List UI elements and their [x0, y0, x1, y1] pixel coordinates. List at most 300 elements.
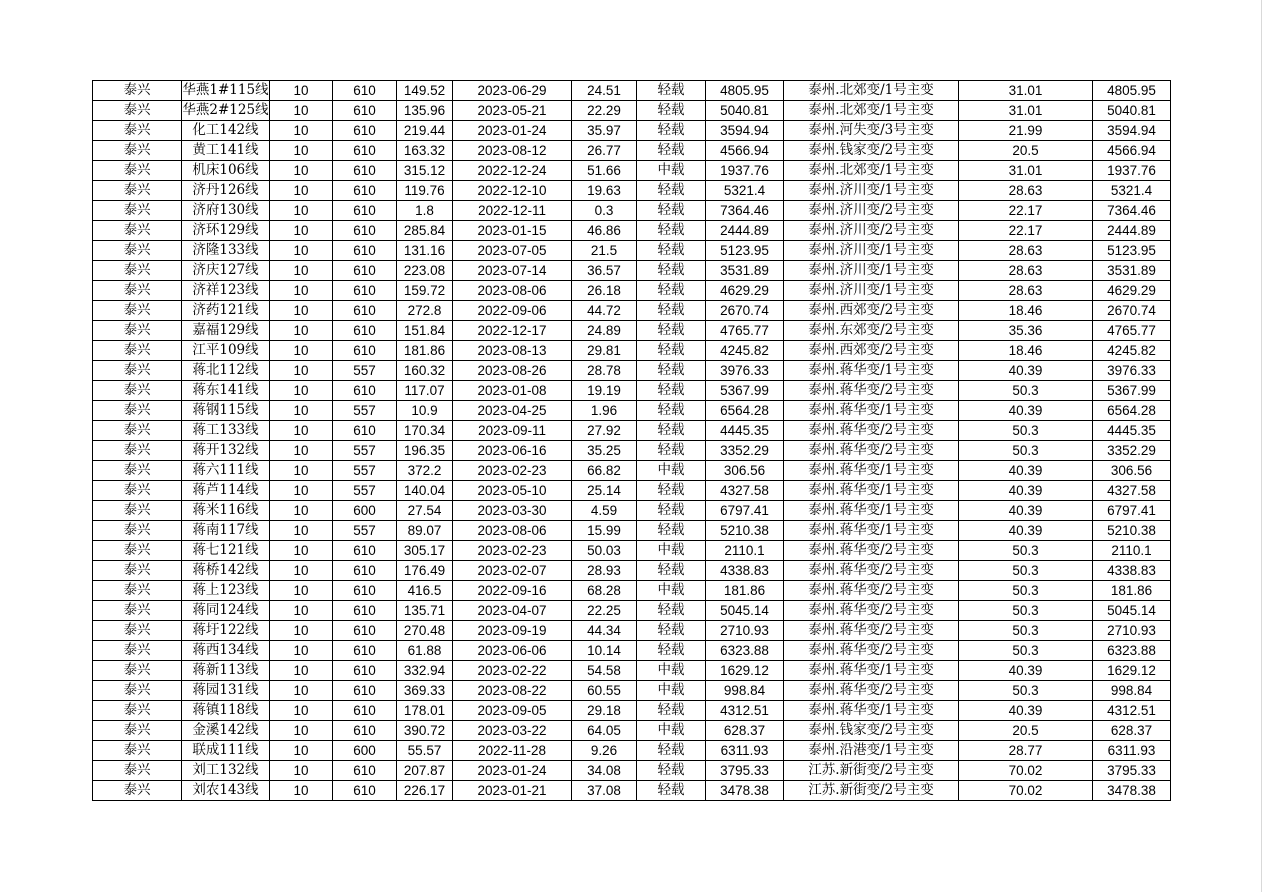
cell-voltage: 10: [270, 741, 333, 761]
table-row: [93, 281, 1171, 301]
cell-margin: 4338.83: [706, 561, 784, 581]
cell-region: 泰兴: [93, 761, 182, 781]
table-row: [93, 541, 1171, 561]
cell-date: 2023-08-06: [453, 521, 572, 541]
cell-available-capacity: 5123.95: [1093, 241, 1171, 261]
cell-substation-transformer: 泰州.济川变/1号主变: [784, 261, 959, 281]
cell-transformer-rate: 22.17: [959, 201, 1093, 221]
cell-date: 2023-02-23: [453, 541, 572, 561]
cell-transformer-rate: 50.3: [959, 601, 1093, 621]
cell-transformer-rate: 50.3: [959, 541, 1093, 561]
cell-available-capacity: 6311.93: [1093, 741, 1171, 761]
cell-transformer-rate: 31.01: [959, 161, 1093, 181]
cell-line-name: 刘农143线: [182, 781, 270, 801]
cell-load-rate: 64.05: [572, 721, 637, 741]
cell-rated-current: 610: [333, 641, 397, 661]
cell-load-level: 轻载: [637, 441, 706, 461]
cell-rated-current: 557: [333, 441, 397, 461]
cell-current: 170.34: [397, 421, 453, 441]
cell-voltage: 10: [270, 661, 333, 681]
cell-current: 119.76: [397, 181, 453, 201]
cell-voltage: 10: [270, 701, 333, 721]
cell-load-rate: 35.25: [572, 441, 637, 461]
cell-transformer-rate: 50.3: [959, 381, 1093, 401]
cell-transformer-rate: 40.39: [959, 661, 1093, 681]
cell-available-capacity: 5040.81: [1093, 101, 1171, 121]
cell-rated-current: 557: [333, 361, 397, 381]
cell-load-level: 中载: [637, 661, 706, 681]
cell-substation-transformer: 泰州.北郊变/1号主变: [784, 101, 959, 121]
cell-load-level: 轻载: [637, 321, 706, 341]
cell-current: 196.35: [397, 441, 453, 461]
cell-voltage: 10: [270, 321, 333, 341]
cell-transformer-rate: 21.99: [959, 121, 1093, 141]
cell-available-capacity: 6323.88: [1093, 641, 1171, 661]
cell-load-level: 轻载: [637, 241, 706, 261]
cell-rated-current: 610: [333, 661, 397, 681]
cell-available-capacity: 5045.14: [1093, 601, 1171, 621]
cell-load-rate: 26.18: [572, 281, 637, 301]
cell-region: 泰兴: [93, 461, 182, 481]
cell-voltage: 10: [270, 441, 333, 461]
cell-current: 390.72: [397, 721, 453, 741]
cell-substation-transformer: 泰州.西郊变/2号主变: [784, 341, 959, 361]
cell-line-name: 蒋米116线: [182, 501, 270, 521]
cell-region: 泰兴: [93, 601, 182, 621]
cell-date: 2023-08-12: [453, 141, 572, 161]
cell-region: 泰兴: [93, 141, 182, 161]
cell-transformer-rate: 40.39: [959, 361, 1093, 381]
cell-available-capacity: 628.37: [1093, 721, 1171, 741]
cell-line-name: 蒋圩122线: [182, 621, 270, 641]
cell-voltage: 10: [270, 481, 333, 501]
cell-voltage: 10: [270, 761, 333, 781]
cell-current: 272.8: [397, 301, 453, 321]
cell-line-name: 联成111线: [182, 741, 270, 761]
cell-available-capacity: 3478.38: [1093, 781, 1171, 801]
table-row: [93, 301, 1171, 321]
table-row: [93, 81, 1171, 101]
cell-rated-current: 557: [333, 461, 397, 481]
cell-rated-current: 610: [333, 161, 397, 181]
cell-margin: 181.86: [706, 581, 784, 601]
cell-region: 泰兴: [93, 201, 182, 221]
table-row: [93, 581, 1171, 601]
cell-date: 2022-12-24: [453, 161, 572, 181]
cell-margin: 5210.38: [706, 521, 784, 541]
cell-substation-transformer: 泰州.蒋华变/2号主变: [784, 621, 959, 641]
cell-rated-current: 610: [333, 81, 397, 101]
cell-rated-current: 610: [333, 101, 397, 121]
cell-voltage: 10: [270, 301, 333, 321]
cell-load-rate: 36.57: [572, 261, 637, 281]
cell-transformer-rate: 28.63: [959, 241, 1093, 261]
cell-line-name: 黄工141线: [182, 141, 270, 161]
cell-load-rate: 35.97: [572, 121, 637, 141]
cell-region: 泰兴: [93, 681, 182, 701]
cell-substation-transformer: 泰州.济川变/2号主变: [784, 221, 959, 241]
cell-available-capacity: 4312.51: [1093, 701, 1171, 721]
cell-current: 61.88: [397, 641, 453, 661]
cell-transformer-rate: 31.01: [959, 81, 1093, 101]
cell-region: 泰兴: [93, 661, 182, 681]
cell-date: 2023-01-21: [453, 781, 572, 801]
cell-transformer-rate: 50.3: [959, 581, 1093, 601]
cell-line-name: 华燕1#115线: [182, 81, 270, 101]
cell-rated-current: 610: [333, 141, 397, 161]
table-row: [93, 161, 1171, 181]
cell-substation-transformer: 泰州.东郊变/2号主变: [784, 321, 959, 341]
cell-line-name: 蒋七121线: [182, 541, 270, 561]
cell-available-capacity: 2110.1: [1093, 541, 1171, 561]
cell-load-rate: 25.14: [572, 481, 637, 501]
cell-load-level: 轻载: [637, 781, 706, 801]
table-row: [93, 621, 1171, 641]
cell-voltage: 10: [270, 241, 333, 261]
cell-substation-transformer: 泰州.蒋华变/2号主变: [784, 601, 959, 621]
cell-transformer-rate: 31.01: [959, 101, 1093, 121]
cell-transformer-rate: 28.77: [959, 741, 1093, 761]
cell-substation-transformer: 泰州.济川变/2号主变: [784, 201, 959, 221]
cell-rated-current: 610: [333, 281, 397, 301]
cell-load-level: 轻载: [637, 261, 706, 281]
cell-region: 泰兴: [93, 401, 182, 421]
table-row: [93, 341, 1171, 361]
cell-margin: 4445.35: [706, 421, 784, 441]
cell-substation-transformer: 泰州.蒋华变/2号主变: [784, 421, 959, 441]
cell-substation-transformer: 泰州.沿港变/1号主变: [784, 741, 959, 761]
cell-load-rate: 15.99: [572, 521, 637, 541]
cell-margin: 4327.58: [706, 481, 784, 501]
cell-load-rate: 24.89: [572, 321, 637, 341]
cell-region: 泰兴: [93, 121, 182, 141]
cell-transformer-rate: 28.63: [959, 281, 1093, 301]
cell-available-capacity: 5367.99: [1093, 381, 1171, 401]
cell-region: 泰兴: [93, 441, 182, 461]
cell-voltage: 10: [270, 361, 333, 381]
cell-date: 2023-09-11: [453, 421, 572, 441]
cell-date: 2022-09-06: [453, 301, 572, 321]
cell-transformer-rate: 50.3: [959, 561, 1093, 581]
cell-load-rate: 29.18: [572, 701, 637, 721]
cell-rated-current: 610: [333, 321, 397, 341]
cell-available-capacity: 4629.29: [1093, 281, 1171, 301]
cell-transformer-rate: 40.39: [959, 501, 1093, 521]
cell-date: 2023-02-23: [453, 461, 572, 481]
cell-current: 135.71: [397, 601, 453, 621]
cell-load-rate: 51.66: [572, 161, 637, 181]
cell-load-level: 轻载: [637, 481, 706, 501]
cell-line-name: 金溪142线: [182, 721, 270, 741]
cell-rated-current: 610: [333, 181, 397, 201]
cell-date: 2023-04-07: [453, 601, 572, 621]
cell-transformer-rate: 40.39: [959, 461, 1093, 481]
cell-available-capacity: 4765.77: [1093, 321, 1171, 341]
cell-substation-transformer: 江苏.新街变/2号主变: [784, 781, 959, 801]
cell-available-capacity: 1937.76: [1093, 161, 1171, 181]
cell-substation-transformer: 泰州.蒋华变/1号主变: [784, 481, 959, 501]
data-table: [92, 80, 1171, 801]
cell-voltage: 10: [270, 101, 333, 121]
cell-voltage: 10: [270, 221, 333, 241]
cell-margin: 2710.93: [706, 621, 784, 641]
cell-margin: 3795.33: [706, 761, 784, 781]
cell-date: 2023-08-06: [453, 281, 572, 301]
cell-available-capacity: 5210.38: [1093, 521, 1171, 541]
cell-substation-transformer: 泰州.济川变/1号主变: [784, 181, 959, 201]
cell-region: 泰兴: [93, 261, 182, 281]
cell-line-name: 嘉福129线: [182, 321, 270, 341]
cell-voltage: 10: [270, 541, 333, 561]
cell-available-capacity: 1629.12: [1093, 661, 1171, 681]
cell-load-rate: 50.03: [572, 541, 637, 561]
cell-current: 372.2: [397, 461, 453, 481]
cell-line-name: 济府130线: [182, 201, 270, 221]
cell-margin: 4629.29: [706, 281, 784, 301]
cell-margin: 4245.82: [706, 341, 784, 361]
cell-load-level: 轻载: [637, 401, 706, 421]
cell-rated-current: 610: [333, 581, 397, 601]
cell-margin: 6323.88: [706, 641, 784, 661]
cell-load-level: 轻载: [637, 641, 706, 661]
cell-rated-current: 610: [333, 601, 397, 621]
cell-date: 2023-05-10: [453, 481, 572, 501]
cell-voltage: 10: [270, 601, 333, 621]
cell-region: 泰兴: [93, 321, 182, 341]
table-row: [93, 401, 1171, 421]
cell-rated-current: 610: [333, 341, 397, 361]
table-body: [93, 81, 1171, 801]
cell-margin: 306.56: [706, 461, 784, 481]
cell-voltage: 10: [270, 161, 333, 181]
cell-load-rate: 21.5: [572, 241, 637, 261]
cell-transformer-rate: 50.3: [959, 681, 1093, 701]
cell-line-name: 蒋开132线: [182, 441, 270, 461]
cell-region: 泰兴: [93, 721, 182, 741]
cell-load-rate: 19.19: [572, 381, 637, 401]
cell-substation-transformer: 泰州.河失变/3号主变: [784, 121, 959, 141]
cell-line-name: 蒋上123线: [182, 581, 270, 601]
cell-date: 2022-11-28: [453, 741, 572, 761]
cell-voltage: 10: [270, 521, 333, 541]
cell-voltage: 10: [270, 141, 333, 161]
cell-date: 2023-01-08: [453, 381, 572, 401]
cell-available-capacity: 5321.4: [1093, 181, 1171, 201]
cell-rated-current: 600: [333, 501, 397, 521]
cell-load-level: 轻载: [637, 181, 706, 201]
cell-transformer-rate: 28.63: [959, 181, 1093, 201]
cell-margin: 5367.99: [706, 381, 784, 401]
cell-rated-current: 610: [333, 201, 397, 221]
cell-load-rate: 0.3: [572, 201, 637, 221]
cell-region: 泰兴: [93, 541, 182, 561]
cell-load-rate: 19.63: [572, 181, 637, 201]
cell-margin: 5123.95: [706, 241, 784, 261]
cell-current: 207.87: [397, 761, 453, 781]
cell-available-capacity: 2670.74: [1093, 301, 1171, 321]
cell-transformer-rate: 20.5: [959, 141, 1093, 161]
cell-current: 178.01: [397, 701, 453, 721]
cell-voltage: 10: [270, 181, 333, 201]
table-row: [93, 361, 1171, 381]
cell-date: 2023-04-25: [453, 401, 572, 421]
table-row: [93, 441, 1171, 461]
cell-region: 泰兴: [93, 181, 182, 201]
cell-load-rate: 34.08: [572, 761, 637, 781]
cell-available-capacity: 7364.46: [1093, 201, 1171, 221]
cell-line-name: 蒋西134线: [182, 641, 270, 661]
cell-rated-current: 610: [333, 381, 397, 401]
cell-margin: 3531.89: [706, 261, 784, 281]
cell-date: 2022-09-16: [453, 581, 572, 601]
cell-rated-current: 610: [333, 261, 397, 281]
cell-date: 2023-03-30: [453, 501, 572, 521]
cell-transformer-rate: 70.02: [959, 761, 1093, 781]
cell-transformer-rate: 70.02: [959, 781, 1093, 801]
cell-transformer-rate: 35.36: [959, 321, 1093, 341]
cell-substation-transformer: 泰州.钱家变/2号主变: [784, 721, 959, 741]
cell-substation-transformer: 泰州.济川变/1号主变: [784, 241, 959, 261]
cell-region: 泰兴: [93, 281, 182, 301]
cell-voltage: 10: [270, 621, 333, 641]
cell-load-level: 轻载: [637, 741, 706, 761]
cell-line-name: 江平109线: [182, 341, 270, 361]
cell-substation-transformer: 泰州.蒋华变/1号主变: [784, 701, 959, 721]
cell-region: 泰兴: [93, 101, 182, 121]
table-row: [93, 521, 1171, 541]
cell-voltage: 10: [270, 561, 333, 581]
cell-rated-current: 557: [333, 481, 397, 501]
cell-transformer-rate: 50.3: [959, 641, 1093, 661]
cell-substation-transformer: 泰州.济川变/1号主变: [784, 281, 959, 301]
cell-current: 176.49: [397, 561, 453, 581]
cell-transformer-rate: 40.39: [959, 401, 1093, 421]
table-row: [93, 381, 1171, 401]
cell-region: 泰兴: [93, 381, 182, 401]
cell-load-rate: 44.72: [572, 301, 637, 321]
cell-transformer-rate: 50.3: [959, 441, 1093, 461]
cell-load-level: 轻载: [637, 361, 706, 381]
cell-rated-current: 610: [333, 121, 397, 141]
cell-substation-transformer: 泰州.蒋华变/2号主变: [784, 561, 959, 581]
table-row: [93, 481, 1171, 501]
cell-available-capacity: 3352.29: [1093, 441, 1171, 461]
table-row: [93, 141, 1171, 161]
cell-rated-current: 610: [333, 301, 397, 321]
cell-date: 2023-08-26: [453, 361, 572, 381]
cell-line-name: 蒋工133线: [182, 421, 270, 441]
cell-current: 135.96: [397, 101, 453, 121]
cell-available-capacity: 4805.95: [1093, 81, 1171, 101]
table-row: [93, 121, 1171, 141]
cell-available-capacity: 6564.28: [1093, 401, 1171, 421]
cell-rated-current: 610: [333, 221, 397, 241]
cell-margin: 6311.93: [706, 741, 784, 761]
cell-substation-transformer: 泰州.蒋华变/1号主变: [784, 361, 959, 381]
cell-substation-transformer: 泰州.蒋华变/1号主变: [784, 521, 959, 541]
cell-available-capacity: 4245.82: [1093, 341, 1171, 361]
cell-transformer-rate: 18.46: [959, 301, 1093, 321]
cell-margin: 3352.29: [706, 441, 784, 461]
cell-load-level: 轻载: [637, 141, 706, 161]
cell-load-level: 轻载: [637, 761, 706, 781]
cell-voltage: 10: [270, 681, 333, 701]
cell-load-rate: 27.92: [572, 421, 637, 441]
cell-voltage: 10: [270, 781, 333, 801]
cell-substation-transformer: 江苏.新街变/2号主变: [784, 761, 959, 781]
cell-margin: 4312.51: [706, 701, 784, 721]
cell-margin: 998.84: [706, 681, 784, 701]
cell-current: 1.8: [397, 201, 453, 221]
cell-line-name: 济药121线: [182, 301, 270, 321]
cell-voltage: 10: [270, 201, 333, 221]
cell-load-level: 中载: [637, 581, 706, 601]
cell-margin: 2670.74: [706, 301, 784, 321]
cell-current: 226.17: [397, 781, 453, 801]
cell-substation-transformer: 泰州.蒋华变/2号主变: [784, 381, 959, 401]
cell-line-name: 化工142线: [182, 121, 270, 141]
cell-voltage: 10: [270, 461, 333, 481]
cell-line-name: 济祥123线: [182, 281, 270, 301]
cell-rated-current: 610: [333, 701, 397, 721]
cell-load-rate: 60.55: [572, 681, 637, 701]
table-row: [93, 421, 1171, 441]
cell-date: 2023-09-05: [453, 701, 572, 721]
cell-load-rate: 4.59: [572, 501, 637, 521]
cell-available-capacity: 2444.89: [1093, 221, 1171, 241]
cell-current: 181.86: [397, 341, 453, 361]
cell-current: 131.16: [397, 241, 453, 261]
cell-available-capacity: 3795.33: [1093, 761, 1171, 781]
table-row: [93, 701, 1171, 721]
cell-date: 2023-06-29: [453, 81, 572, 101]
table-row: [93, 781, 1171, 801]
cell-voltage: 10: [270, 81, 333, 101]
cell-transformer-rate: 28.63: [959, 261, 1093, 281]
cell-available-capacity: 4445.35: [1093, 421, 1171, 441]
cell-transformer-rate: 22.17: [959, 221, 1093, 241]
cell-rated-current: 610: [333, 241, 397, 261]
cell-rated-current: 610: [333, 781, 397, 801]
cell-current: 149.52: [397, 81, 453, 101]
cell-region: 泰兴: [93, 221, 182, 241]
table-row: [93, 321, 1171, 341]
cell-load-level: 轻载: [637, 121, 706, 141]
cell-load-level: 轻载: [637, 341, 706, 361]
cell-date: 2023-02-22: [453, 661, 572, 681]
cell-margin: 628.37: [706, 721, 784, 741]
table-row: [93, 181, 1171, 201]
cell-current: 163.32: [397, 141, 453, 161]
cell-available-capacity: 4338.83: [1093, 561, 1171, 581]
cell-load-level: 中载: [637, 681, 706, 701]
cell-load-rate: 68.28: [572, 581, 637, 601]
table-row: [93, 501, 1171, 521]
cell-rated-current: 610: [333, 621, 397, 641]
cell-region: 泰兴: [93, 341, 182, 361]
cell-substation-transformer: 泰州.蒋华变/2号主变: [784, 681, 959, 701]
table-row: [93, 221, 1171, 241]
cell-region: 泰兴: [93, 641, 182, 661]
cell-load-level: 轻载: [637, 501, 706, 521]
cell-current: 369.33: [397, 681, 453, 701]
cell-region: 泰兴: [93, 241, 182, 261]
cell-transformer-rate: 18.46: [959, 341, 1093, 361]
cell-date: 2023-08-13: [453, 341, 572, 361]
cell-current: 159.72: [397, 281, 453, 301]
cell-line-name: 蒋南117线: [182, 521, 270, 541]
cell-substation-transformer: 泰州.西郊变/2号主变: [784, 301, 959, 321]
